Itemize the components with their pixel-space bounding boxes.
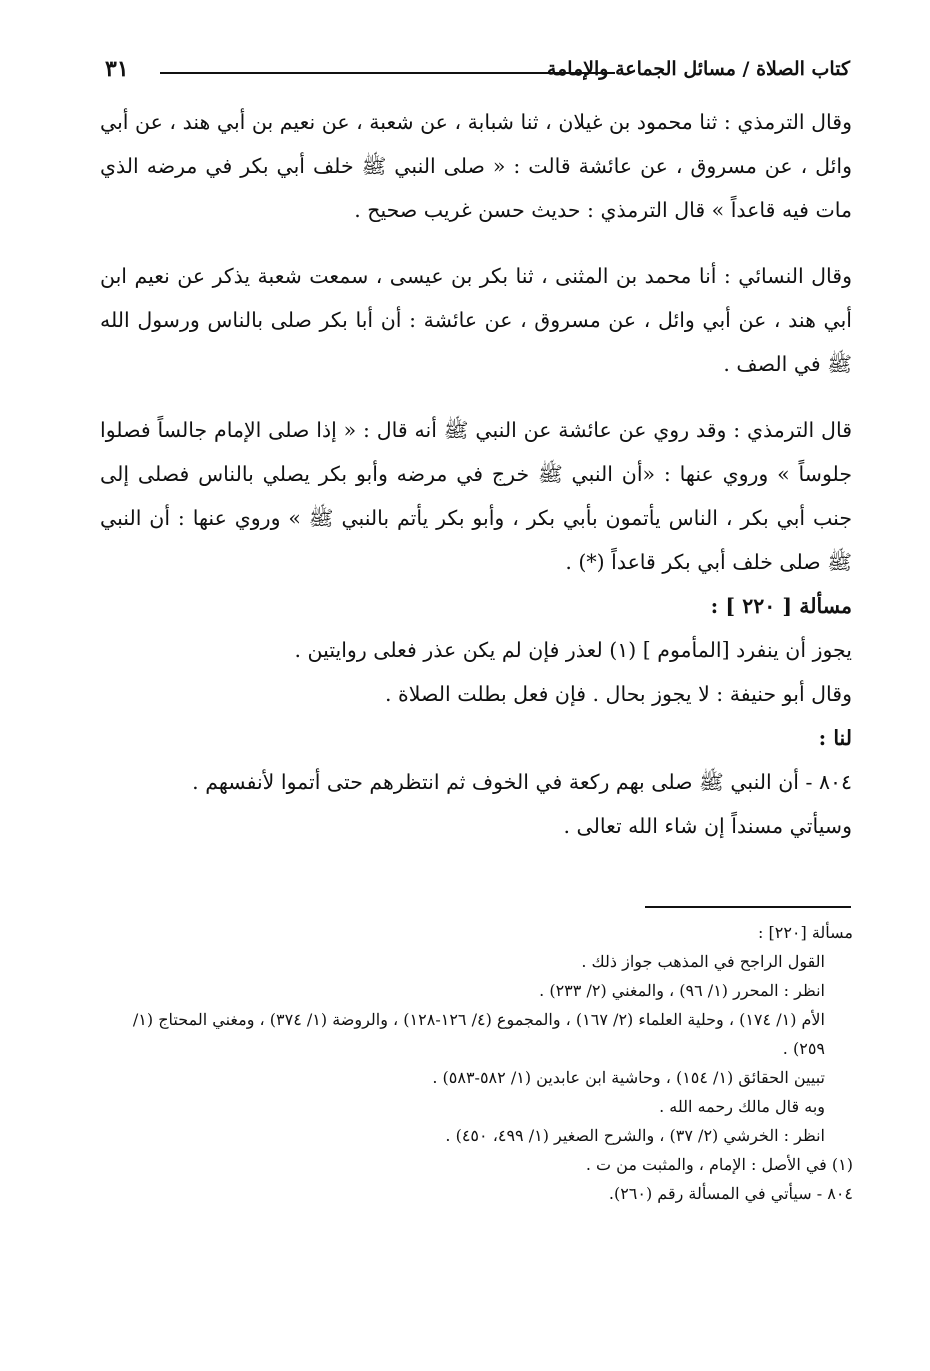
footnote-line: تبيين الحقائق (١/ ١٥٤) ، وحاشية ابن عابدين (١/ ٥٨٢-٥٨٣) . xyxy=(432,1068,825,1087)
paragraph-nasai-hadith: وقال النسائي : أنا محمد بن المثنى ، ثنا بكر بن عيسى ، سمعت شعبة يذكر عن نعيم ابن أبي هند ، عن أبي وائل ، عن مسروق ، عن عائشة : أن أبا بكر صلى بالناس ورسول الله ﷺ في الصف . xyxy=(100,264,853,376)
footnote-line: انظر : الخرشي (٢/ ٣٧) ، والشرح الصغير (١/ ٤٩٩، ٤٥٠) . xyxy=(445,1126,825,1145)
paragraph-tirmidhi-hadith: وقال الترمذي : ثنا محمود بن غيلان ، ثنا شبابة ، عن شعبة ، عن نعيم بن أبي هند ، عن أبي وائل ، عن مسروق ، عن عائشة قالت : « صلى النبي ﷺ خلف أبي بكر في مرضه الذي مات فيه قاعداً » قال الترمذي : حديث حسن غريب صحيح . xyxy=(100,110,852,222)
issue-heading: مسألة [ ٢٢٠ ] : xyxy=(710,594,852,618)
footnote-rule xyxy=(645,906,851,908)
footnote-line: الأم (١/ ١٧٤) ، وحلية العلماء (٢/ ١٦٧) ، والمجموع (٤/ ١٢٦-١٢٨) ، والروضة (١/ ٣٧٤) ، ومغني المحتاج (١/ ٢٥٩) . xyxy=(132,1010,825,1058)
footnote-1: (١) في الأصل : الإمام ، والمثبت من ت . xyxy=(585,1155,853,1174)
footnote-804: ٨٠٤ - سيأتي في المسألة رقم (٢٦٠). xyxy=(608,1184,853,1203)
running-header xyxy=(105,50,850,90)
paragraph-forthcoming: وسيأتي مسنداً إن شاء الله تعالى . xyxy=(563,814,852,838)
footnote-line: القول الراجح في المذهب جواز ذلك . xyxy=(581,952,825,971)
footnote-issue-label: مسألة [٢٢٠] : xyxy=(758,923,853,942)
evidence-label: لنا : xyxy=(818,726,852,750)
hadith-804: ٨٠٤ - أن النبي ﷺ صلى بهم ركعة في الخوف ثم انتظرهم حتى أتموا لأنفسهم . xyxy=(192,770,852,794)
footnotes xyxy=(108,918,853,1208)
paragraph-tirmidhi-narrations: قال الترمذي : وقد روي عن عائشة عن النبي ﷺ أنه قال : « إذا صلى الإمام جالساً فصلوا جلوساً » وروي عنها : «أن النبي ﷺ خرج في مرضه وأبو بكر يصلي بالناس فصلى إلى جنب أبي بكر ، الناس يأتمون بأبي بكر ، وأبو بكر يأتم بالنبي ﷺ » وروي عنها : أن النبي ﷺ صلى خلف أبي بكر قاعداً (*) . xyxy=(100,418,852,574)
paragraph-abu-hanifa: وقال أبو حنيفة : لا يجوز بحال . فإن فعل بطلت الصلاة . xyxy=(384,682,852,706)
running-header-title: كتاب الصلاة / مسائل الجماعة والإمامة xyxy=(546,58,850,80)
paragraph-ruling: يجوز أن ينفرد [المأموم ] (١) لعذر فإن لم يكن عذر فعلى روايتين . xyxy=(294,638,852,662)
footnote-line: انظر : المحرر (١/ ٩٦) ، والمغني (٢/ ٢٣٣) . xyxy=(539,981,825,1000)
main-text xyxy=(100,100,852,848)
page-number: ٣١ xyxy=(105,56,129,82)
header-rule xyxy=(160,72,615,74)
footnote-line: وبه قال مالك رحمه الله . xyxy=(659,1097,825,1116)
